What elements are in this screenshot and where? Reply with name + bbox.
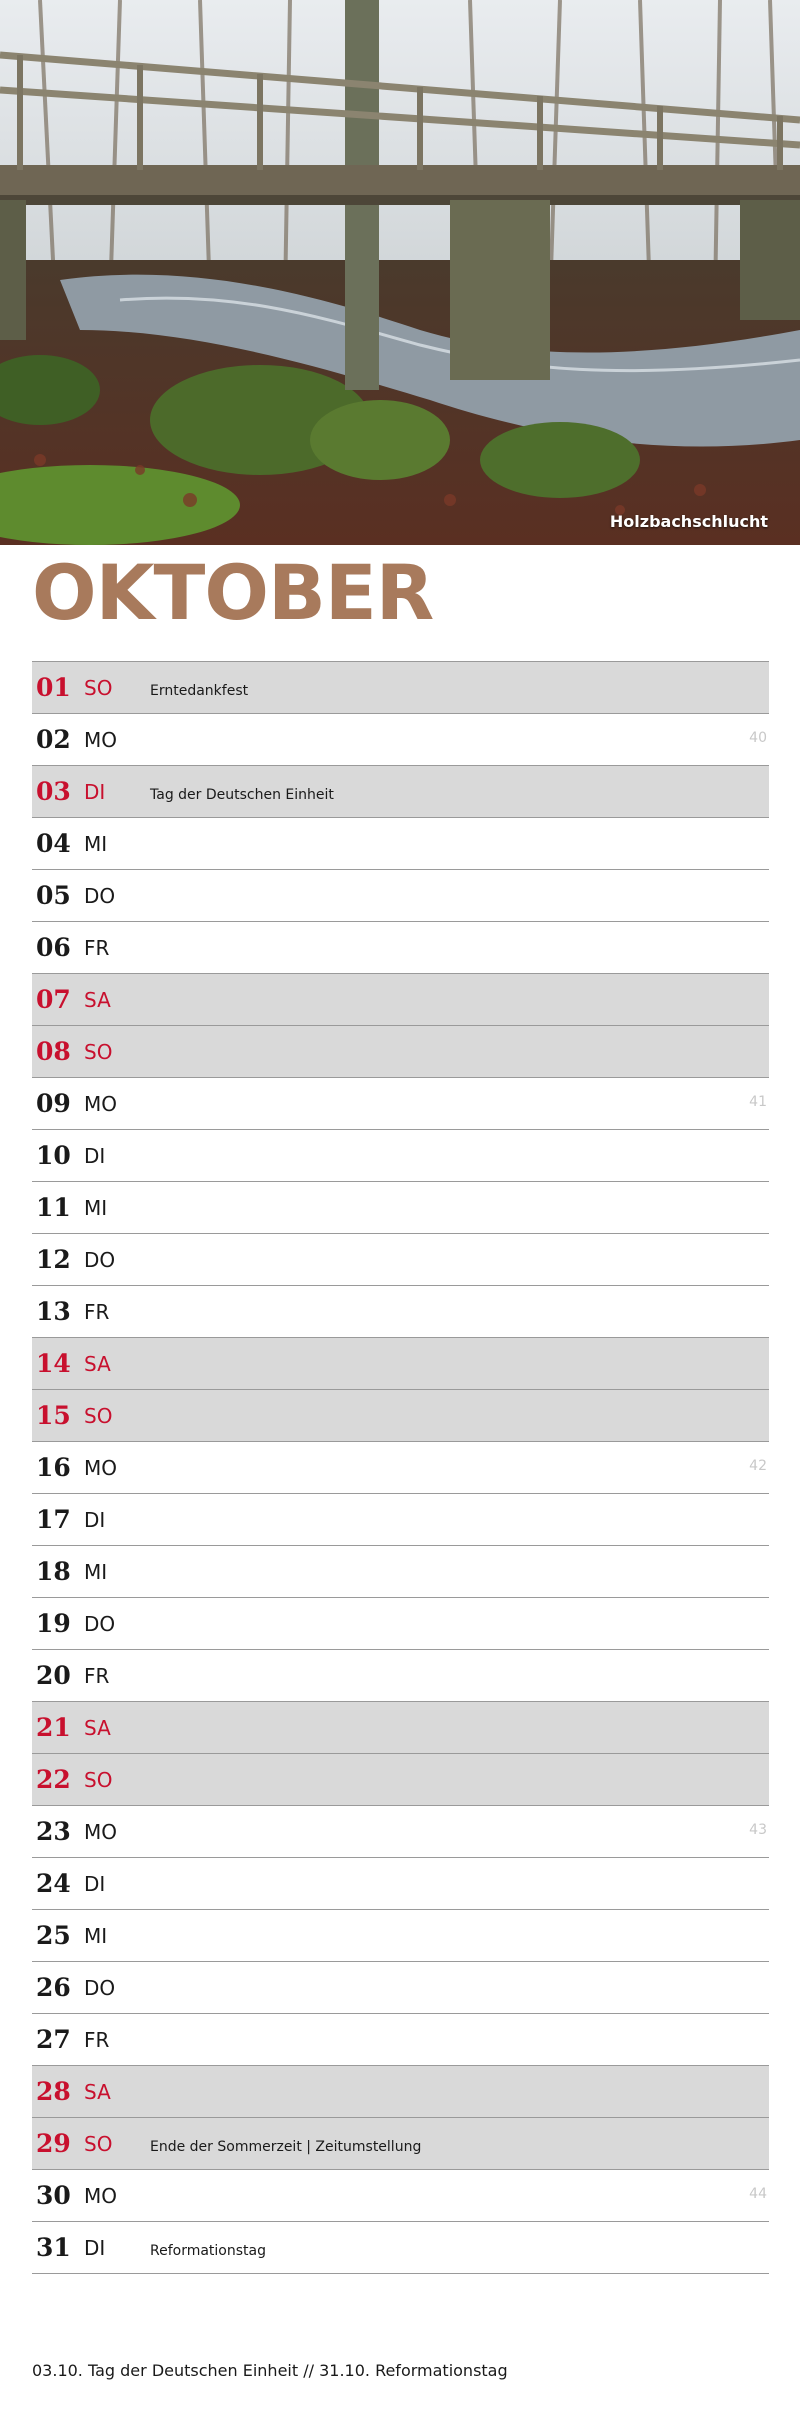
day-row bbox=[32, 2066, 769, 2118]
weekday: MI bbox=[84, 1559, 108, 1584]
header-photo bbox=[0, 0, 800, 545]
day-list bbox=[32, 661, 769, 2274]
day-number: 15 bbox=[36, 1401, 71, 1430]
week-number: 44 bbox=[749, 2186, 767, 2202]
weekday: SA bbox=[84, 1351, 111, 1376]
day-note: Tag der Deutschen Einheit bbox=[150, 786, 334, 803]
weekday: FR bbox=[84, 935, 110, 960]
day-row bbox=[32, 2170, 769, 2222]
day-row bbox=[32, 662, 769, 714]
day-row bbox=[32, 2118, 769, 2170]
weekday: SA bbox=[84, 987, 111, 1012]
weekday: MO bbox=[84, 727, 117, 752]
day-number: 21 bbox=[36, 1713, 71, 1742]
day-note: Reformationstag bbox=[150, 2242, 266, 2259]
weekday: FR bbox=[84, 1299, 110, 1324]
day-row bbox=[32, 1546, 769, 1598]
week-number: 40 bbox=[749, 730, 767, 746]
weekday: SA bbox=[84, 1715, 111, 1740]
weekday: MI bbox=[84, 1195, 108, 1220]
weekday: SO bbox=[84, 1039, 113, 1064]
day-number: 27 bbox=[36, 2025, 71, 2054]
weekday: MO bbox=[84, 2183, 117, 2208]
weekday: MO bbox=[84, 1091, 117, 1116]
weekday: DI bbox=[84, 2235, 106, 2260]
weekday: SA bbox=[84, 2079, 111, 2104]
day-number: 03 bbox=[36, 777, 71, 806]
day-number: 07 bbox=[36, 985, 71, 1014]
day-number: 24 bbox=[36, 1869, 71, 1898]
day-number: 17 bbox=[36, 1505, 71, 1534]
weekday: FR bbox=[84, 2027, 110, 2052]
weekday: MO bbox=[84, 1819, 117, 1844]
day-number: 22 bbox=[36, 1765, 71, 1794]
day-number: 31 bbox=[36, 2233, 71, 2262]
day-note: Ende der Sommerzeit | Zeitumstellung bbox=[150, 2138, 422, 2155]
day-number: 18 bbox=[36, 1557, 71, 1586]
weekday: DO bbox=[84, 883, 116, 908]
day-row bbox=[32, 1806, 769, 1858]
weekday: DI bbox=[84, 779, 106, 804]
week-number: 43 bbox=[749, 1822, 767, 1838]
day-row bbox=[32, 818, 769, 870]
weekday: SO bbox=[84, 675, 113, 700]
weekday: FR bbox=[84, 1663, 110, 1688]
day-row bbox=[32, 714, 769, 766]
day-row bbox=[32, 1494, 769, 1546]
day-number: 09 bbox=[36, 1089, 71, 1118]
day-number: 14 bbox=[36, 1349, 71, 1378]
day-number: 04 bbox=[36, 829, 71, 858]
day-number: 06 bbox=[36, 933, 71, 962]
day-row bbox=[32, 1130, 769, 1182]
day-number: 11 bbox=[36, 1193, 71, 1222]
day-number: 13 bbox=[36, 1297, 71, 1326]
weekday: SO bbox=[84, 1767, 113, 1792]
day-row bbox=[32, 922, 769, 974]
weekday: MI bbox=[84, 831, 108, 856]
weekday: MI bbox=[84, 1923, 108, 1948]
day-row bbox=[32, 1234, 769, 1286]
weekday: DO bbox=[84, 1975, 116, 2000]
day-row bbox=[32, 1910, 769, 1962]
weekday: SO bbox=[84, 1403, 113, 1428]
month-title: OKTOBER bbox=[32, 548, 434, 637]
day-number: 05 bbox=[36, 881, 71, 910]
weekday: DO bbox=[84, 1247, 116, 1272]
weekday: DI bbox=[84, 1507, 106, 1532]
day-row bbox=[32, 1026, 769, 1078]
day-row bbox=[32, 2222, 769, 2274]
day-number: 16 bbox=[36, 1453, 71, 1482]
weekday: DO bbox=[84, 1611, 116, 1636]
day-row bbox=[32, 1286, 769, 1338]
weekday: DI bbox=[84, 1143, 106, 1168]
day-row bbox=[32, 1078, 769, 1130]
day-number: 25 bbox=[36, 1921, 71, 1950]
day-row bbox=[32, 1182, 769, 1234]
day-row bbox=[32, 1442, 769, 1494]
day-row bbox=[32, 870, 769, 922]
day-number: 28 bbox=[36, 2077, 71, 2106]
day-row bbox=[32, 2014, 769, 2066]
week-number: 41 bbox=[749, 1094, 767, 1110]
day-row bbox=[32, 974, 769, 1026]
day-row bbox=[32, 1754, 769, 1806]
day-number: 01 bbox=[36, 673, 71, 702]
day-number: 30 bbox=[36, 2181, 71, 2210]
day-number: 26 bbox=[36, 1973, 71, 2002]
day-row bbox=[32, 1338, 769, 1390]
day-number: 29 bbox=[36, 2129, 71, 2158]
day-number: 10 bbox=[36, 1141, 71, 1170]
week-number: 42 bbox=[749, 1458, 767, 1474]
footer-holidays: 03.10. Tag der Deutschen Einheit // 31.10. Reformationstag bbox=[32, 2361, 508, 2380]
day-number: 20 bbox=[36, 1661, 71, 1690]
day-note: Erntedankfest bbox=[150, 682, 249, 699]
weekday: MO bbox=[84, 1455, 117, 1480]
photo-caption: Holzbachschlucht bbox=[609, 512, 768, 531]
day-row bbox=[32, 1962, 769, 2014]
day-number: 19 bbox=[36, 1609, 71, 1638]
day-row bbox=[32, 766, 769, 818]
day-row bbox=[32, 1858, 769, 1910]
day-number: 08 bbox=[36, 1037, 71, 1066]
weekday: SO bbox=[84, 2131, 113, 2156]
day-number: 23 bbox=[36, 1817, 71, 1846]
day-number: 12 bbox=[36, 1245, 71, 1274]
day-number: 02 bbox=[36, 725, 71, 754]
day-row bbox=[32, 1390, 769, 1442]
day-row bbox=[32, 1702, 769, 1754]
day-row bbox=[32, 1598, 769, 1650]
day-row bbox=[32, 1650, 769, 1702]
weekday: DI bbox=[84, 1871, 106, 1896]
